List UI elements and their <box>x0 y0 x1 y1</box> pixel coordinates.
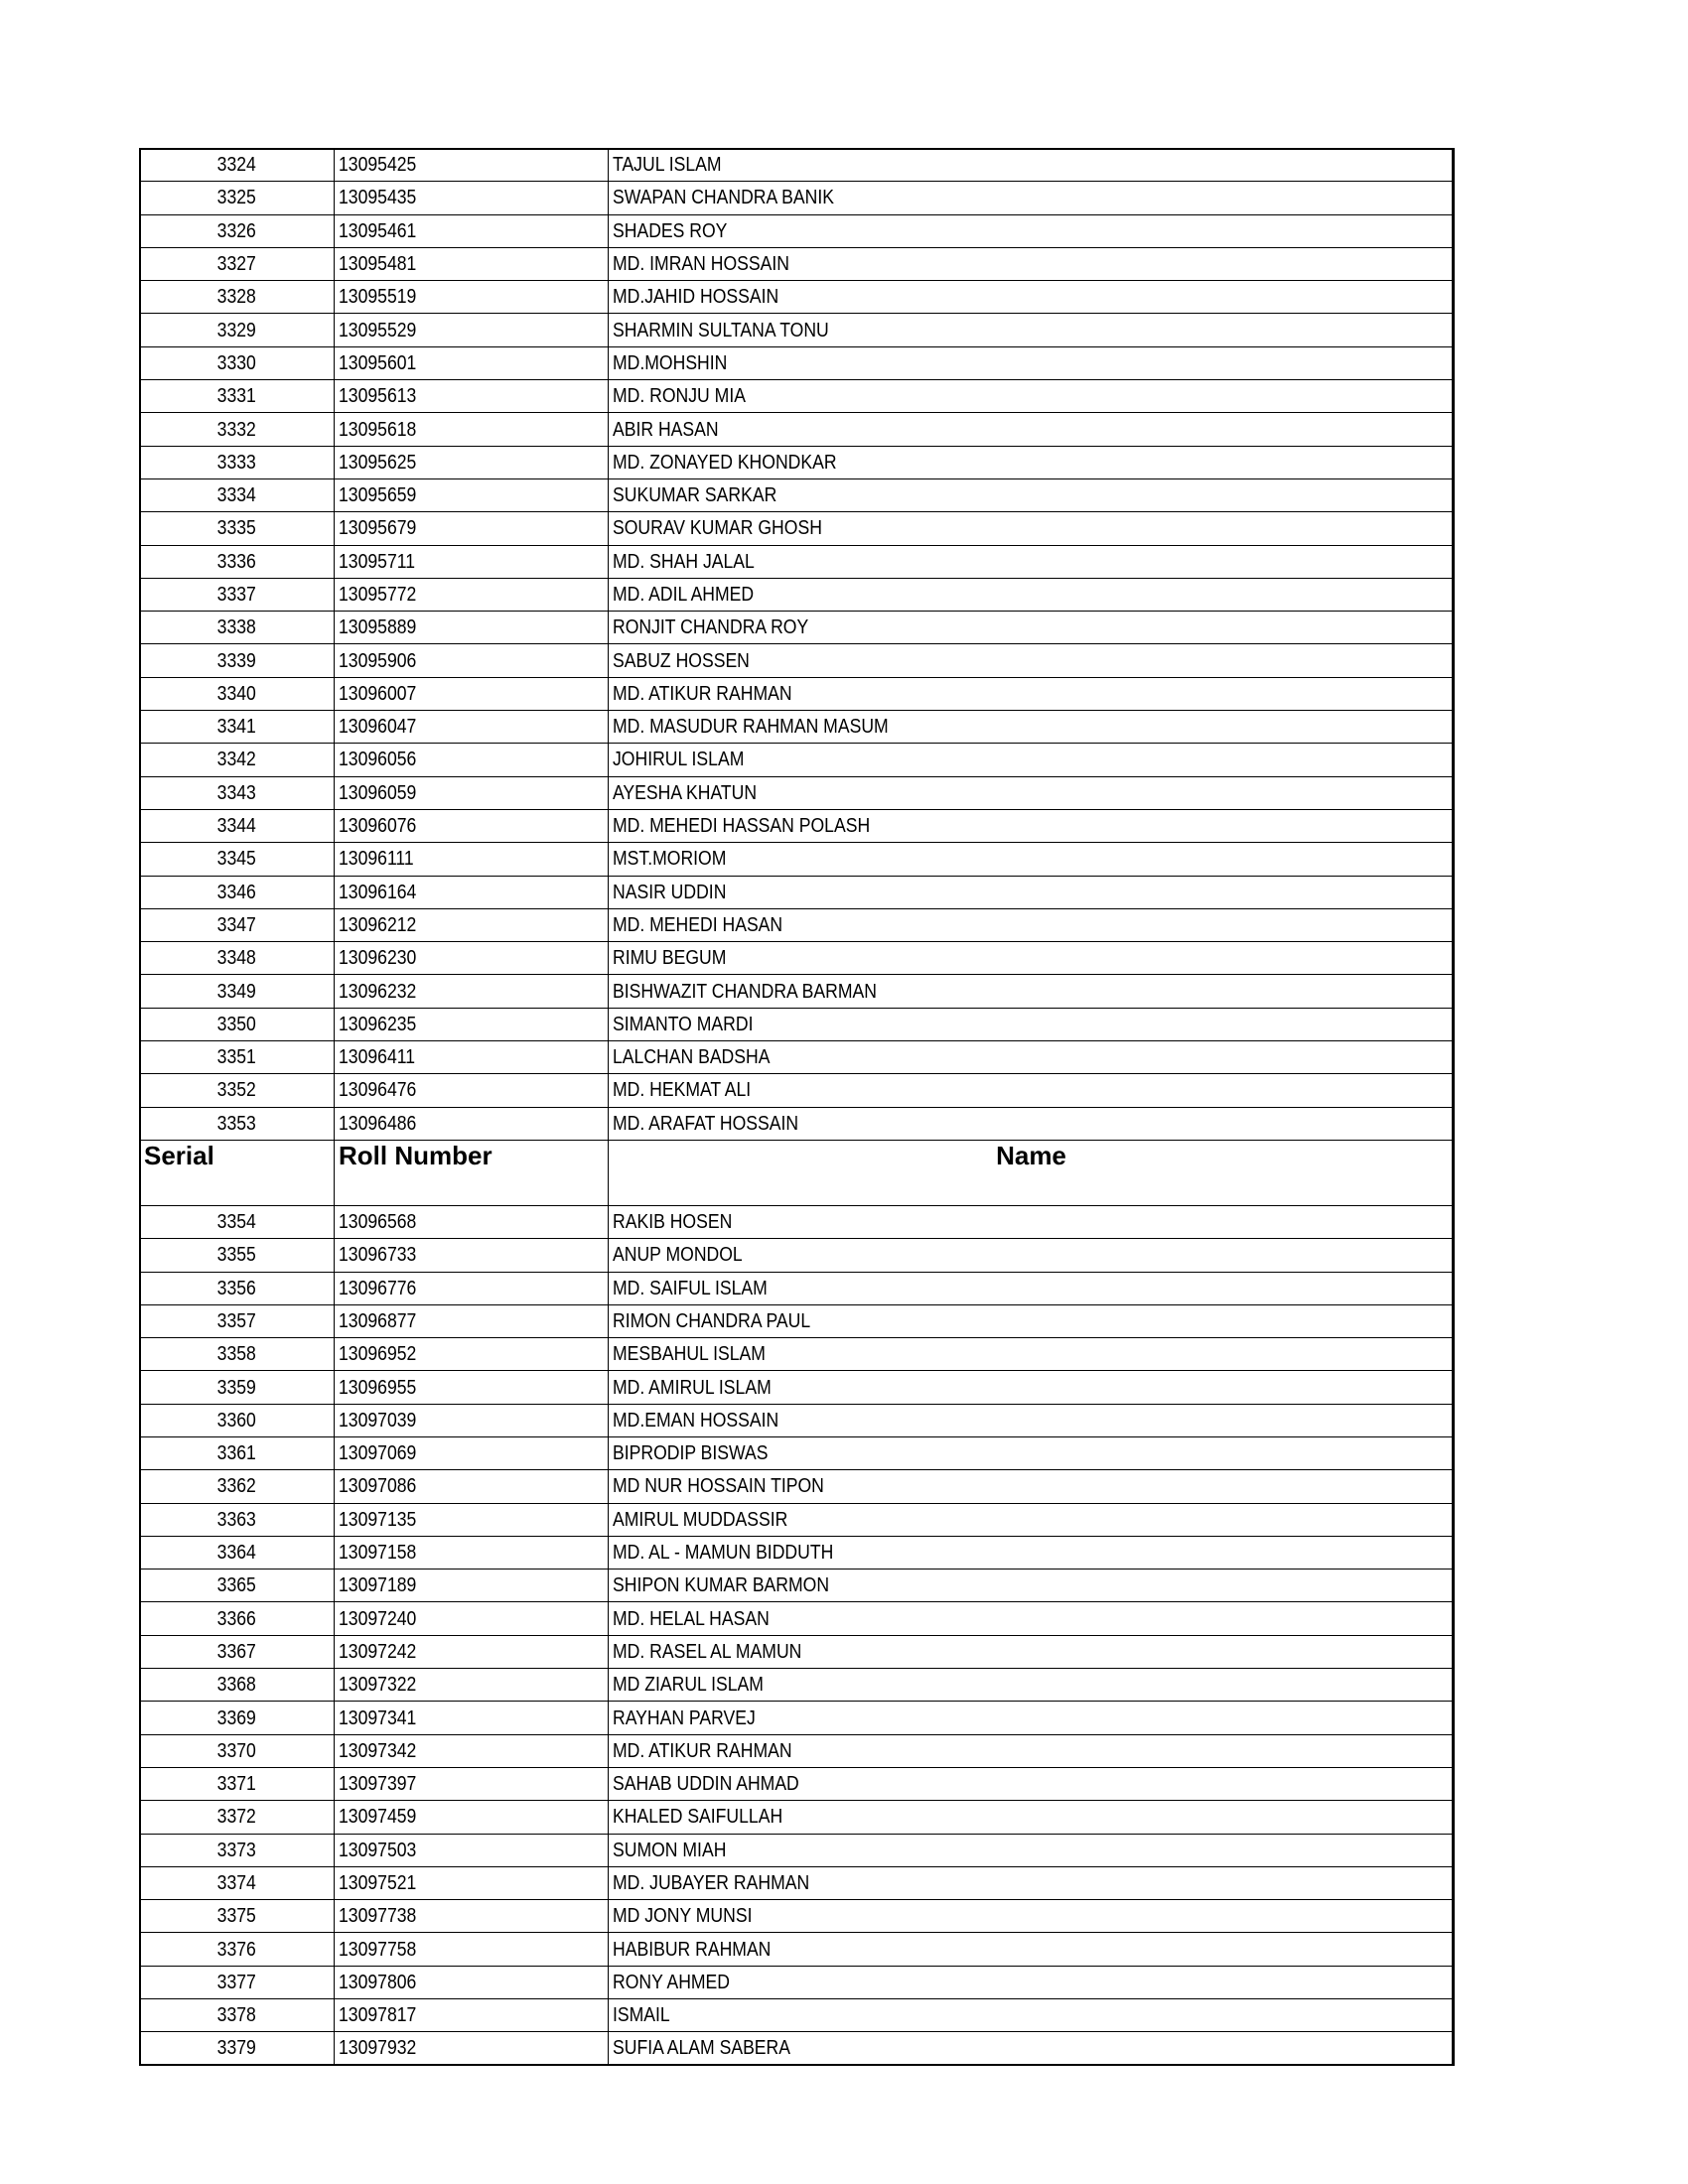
serial-cell: 3377 <box>140 1966 335 1998</box>
serial-cell: 3368 <box>140 1669 335 1702</box>
roll-number-cell: 13096955 <box>335 1371 609 1404</box>
table-row <box>140 711 1455 744</box>
name-cell: BIPRODIP BISWAS <box>609 1436 1455 1469</box>
roll-number-cell: 13095601 <box>335 346 609 379</box>
name-cell: BISHWAZIT CHANDRA BARMAN <box>609 975 1455 1008</box>
roll-number-cell: 13097086 <box>335 1470 609 1503</box>
rows-block-2 <box>140 1205 1455 2065</box>
serial-cell: 3374 <box>140 1866 335 1899</box>
name-cell: SUMON MIAH <box>609 1834 1455 1866</box>
serial-cell: 3339 <box>140 644 335 677</box>
table-row <box>140 1900 1455 1933</box>
serial-cell: 3366 <box>140 1602 335 1635</box>
name-cell: NASIR UDDIN <box>609 876 1455 908</box>
roll-number-cell: 13095659 <box>335 478 609 511</box>
table-row <box>140 677 1455 710</box>
rows-block-1 <box>140 149 1455 1141</box>
name-cell: MD. ATIKUR RAHMAN <box>609 1734 1455 1767</box>
name-cell: MD. JUBAYER RAHMAN <box>609 1866 1455 1899</box>
name-cell: SIMANTO MARDI <box>609 1008 1455 1040</box>
name-cell: RAKIB HOSEN <box>609 1205 1455 1238</box>
table-row <box>140 744 1455 776</box>
table-row <box>140 182 1455 214</box>
table-row <box>140 281 1455 314</box>
roll-number-cell: 13096486 <box>335 1107 609 1140</box>
roll-number-cell: 13095481 <box>335 247 609 280</box>
serial-cell: 3330 <box>140 346 335 379</box>
serial-cell: 3371 <box>140 1767 335 1800</box>
roll-number-cell: 13097158 <box>335 1536 609 1569</box>
name-cell: MD. RONJU MIA <box>609 380 1455 413</box>
name-cell: MESBAHUL ISLAM <box>609 1338 1455 1371</box>
roll-number-cell: 13096056 <box>335 744 609 776</box>
roll-number-cell: 13095425 <box>335 149 609 182</box>
roll-number-cell: 13097242 <box>335 1635 609 1668</box>
roll-number-cell: 13095711 <box>335 545 609 578</box>
roll-number-cell: 13096047 <box>335 711 609 744</box>
serial-cell: 3346 <box>140 876 335 908</box>
roll-number-cell: 13097322 <box>335 1669 609 1702</box>
name-cell: MD.EMAN HOSSAIN <box>609 1404 1455 1436</box>
name-cell: SUFIA ALAM SABERA <box>609 2032 1455 2065</box>
table-row <box>140 1371 1455 1404</box>
name-cell: MD. RASEL AL MAMUN <box>609 1635 1455 1668</box>
serial-cell: 3349 <box>140 975 335 1008</box>
table-row <box>140 512 1455 545</box>
name-cell: SAHAB UDDIN AHMAD <box>609 1767 1455 1800</box>
name-cell: MD ZIARUL ISLAM <box>609 1669 1455 1702</box>
roll-number-cell: 13097189 <box>335 1570 609 1602</box>
name-cell: RIMU BEGUM <box>609 942 1455 975</box>
serial-cell: 3334 <box>140 478 335 511</box>
name-cell: RONY AHMED <box>609 1966 1455 1998</box>
name-cell: MD. MEHEDI HASSAN POLASH <box>609 809 1455 842</box>
roll-number-cell: 13095906 <box>335 644 609 677</box>
table-row <box>140 1304 1455 1337</box>
name-cell: SHARMIN SULTANA TONU <box>609 314 1455 346</box>
table-row <box>140 1107 1455 1140</box>
serial-cell: 3344 <box>140 809 335 842</box>
roll-number-cell: 13097758 <box>335 1933 609 1966</box>
name-cell: MD. IMRAN HOSSAIN <box>609 247 1455 280</box>
serial-cell: 3345 <box>140 843 335 876</box>
roll-number-cell: 13096164 <box>335 876 609 908</box>
name-cell: MD. SHAH JALAL <box>609 545 1455 578</box>
serial-cell: 3369 <box>140 1702 335 1734</box>
serial-cell: 3357 <box>140 1304 335 1337</box>
serial-cell: 3348 <box>140 942 335 975</box>
table-row <box>140 149 1455 182</box>
name-cell: MD. MEHEDI HASAN <box>609 908 1455 941</box>
serial-cell: 3333 <box>140 446 335 478</box>
table-row <box>140 346 1455 379</box>
table-row <box>140 1801 1455 1834</box>
name-cell: MD. ZONAYED KHONDKAR <box>609 446 1455 478</box>
serial-cell: 3338 <box>140 612 335 644</box>
table-row <box>140 545 1455 578</box>
name-cell: MD. HELAL HASAN <box>609 1602 1455 1635</box>
serial-cell: 3364 <box>140 1536 335 1569</box>
roll-number-cell: 13096076 <box>335 809 609 842</box>
serial-cell: 3362 <box>140 1470 335 1503</box>
name-cell: MD NUR HOSSAIN TIPON <box>609 1470 1455 1503</box>
roll-number-cell: 13097738 <box>335 1900 609 1933</box>
name-cell: SABUZ HOSSEN <box>609 644 1455 677</box>
table-row <box>140 1404 1455 1436</box>
table-row <box>140 1436 1455 1469</box>
serial-cell: 3324 <box>140 149 335 182</box>
serial-cell: 3358 <box>140 1338 335 1371</box>
name-cell: ANUP MONDOL <box>609 1239 1455 1272</box>
name-cell: MD.JAHID HOSSAIN <box>609 281 1455 314</box>
serial-cell: 3361 <box>140 1436 335 1469</box>
roll-number-cell: 13097806 <box>335 1966 609 1998</box>
serial-cell: 3325 <box>140 182 335 214</box>
name-cell: MD. MASUDUR RAHMAN MASUM <box>609 711 1455 744</box>
name-cell: ABIR HASAN <box>609 413 1455 446</box>
roll-number-cell: 13097341 <box>335 1702 609 1734</box>
name-cell: KHALED SAIFULLAH <box>609 1801 1455 1834</box>
table-row <box>140 942 1455 975</box>
serial-cell: 3365 <box>140 1570 335 1602</box>
table-row <box>140 1008 1455 1040</box>
name-cell: JOHIRUL ISLAM <box>609 744 1455 776</box>
roll-number-cell: 13097503 <box>335 1834 609 1866</box>
name-cell: AMIRUL MUDDASSIR <box>609 1503 1455 1536</box>
serial-cell: 3328 <box>140 281 335 314</box>
table-row <box>140 1602 1455 1635</box>
column-header-row <box>140 1140 1455 1205</box>
name-cell: LALCHAN BADSHA <box>609 1041 1455 1074</box>
serial-cell: 3342 <box>140 744 335 776</box>
roll-number-cell: 13096230 <box>335 942 609 975</box>
roll-number-cell: 13096733 <box>335 1239 609 1272</box>
header-serial: Serial <box>140 1140 335 1205</box>
table-row <box>140 314 1455 346</box>
table-row <box>140 380 1455 413</box>
name-cell: MD. ATIKUR RAHMAN <box>609 677 1455 710</box>
serial-cell: 3378 <box>140 1999 335 2032</box>
name-cell: AYESHA KHATUN <box>609 776 1455 809</box>
name-cell: SOURAV KUMAR GHOSH <box>609 512 1455 545</box>
header-name: Name <box>609 1140 1455 1205</box>
name-cell: MD. AL - MAMUN BIDDUTH <box>609 1536 1455 1569</box>
name-cell: MD JONY MUNSI <box>609 1900 1455 1933</box>
roll-number-cell: 13095889 <box>335 612 609 644</box>
table-row <box>140 478 1455 511</box>
roll-number-cell: 13095618 <box>335 413 609 446</box>
roll-number-cell: 13096776 <box>335 1272 609 1304</box>
name-cell: MD. HEKMAT ALI <box>609 1074 1455 1107</box>
table-row <box>140 1205 1455 1238</box>
roll-number-cell: 13097397 <box>335 1767 609 1800</box>
roll-number-cell: 13097135 <box>335 1503 609 1536</box>
table-row <box>140 1239 1455 1272</box>
table-row <box>140 2032 1455 2065</box>
roll-number-cell: 13096568 <box>335 1205 609 1238</box>
roll-number-cell: 13096111 <box>335 843 609 876</box>
table-row <box>140 214 1455 247</box>
table-row <box>140 809 1455 842</box>
table-row <box>140 1702 1455 1734</box>
header-roll-number: Roll Number <box>335 1140 609 1205</box>
roll-number-cell: 13095529 <box>335 314 609 346</box>
name-cell: MST.MORIOM <box>609 843 1455 876</box>
table-row <box>140 1470 1455 1503</box>
serial-cell: 3372 <box>140 1801 335 1834</box>
roll-number-cell: 13097817 <box>335 1999 609 2032</box>
table-row <box>140 1074 1455 1107</box>
roll-number-cell: 13097521 <box>335 1866 609 1899</box>
results-table <box>139 148 1455 2066</box>
serial-cell: 3329 <box>140 314 335 346</box>
serial-cell: 3326 <box>140 214 335 247</box>
table-row <box>140 413 1455 446</box>
serial-cell: 3352 <box>140 1074 335 1107</box>
table-row <box>140 1338 1455 1371</box>
roll-number-cell: 13096411 <box>335 1041 609 1074</box>
roll-number-cell: 13095772 <box>335 578 609 611</box>
serial-cell: 3375 <box>140 1900 335 1933</box>
table-row <box>140 1966 1455 1998</box>
roll-number-cell: 13096476 <box>335 1074 609 1107</box>
roll-number-cell: 13096952 <box>335 1338 609 1371</box>
serial-cell: 3360 <box>140 1404 335 1436</box>
name-cell: MD. ARAFAT HOSSAIN <box>609 1107 1455 1140</box>
roll-number-cell: 13097932 <box>335 2032 609 2065</box>
name-cell: RIMON CHANDRA PAUL <box>609 1304 1455 1337</box>
serial-cell: 3354 <box>140 1205 335 1238</box>
name-cell: SHADES ROY <box>609 214 1455 247</box>
roll-number-cell: 13095461 <box>335 214 609 247</box>
serial-cell: 3337 <box>140 578 335 611</box>
table-row <box>140 247 1455 280</box>
table-row <box>140 843 1455 876</box>
table-row <box>140 1734 1455 1767</box>
serial-cell: 3355 <box>140 1239 335 1272</box>
serial-cell: 3373 <box>140 1834 335 1866</box>
name-cell: RAYHAN PARVEJ <box>609 1702 1455 1734</box>
serial-cell: 3363 <box>140 1503 335 1536</box>
roll-number-cell: 13096212 <box>335 908 609 941</box>
table-row <box>140 1669 1455 1702</box>
table-row <box>140 1503 1455 1536</box>
table-row <box>140 1272 1455 1304</box>
name-cell: MD. ADIL AHMED <box>609 578 1455 611</box>
name-cell: SWAPAN CHANDRA BANIK <box>609 182 1455 214</box>
table-row <box>140 612 1455 644</box>
serial-cell: 3341 <box>140 711 335 744</box>
serial-cell: 3332 <box>140 413 335 446</box>
name-cell: ISMAIL <box>609 1999 1455 2032</box>
serial-cell: 3331 <box>140 380 335 413</box>
table-row <box>140 644 1455 677</box>
roll-number-cell: 13096877 <box>335 1304 609 1337</box>
roll-number-cell: 13097459 <box>335 1801 609 1834</box>
name-cell: SHIPON KUMAR BARMON <box>609 1570 1455 1602</box>
table-row <box>140 446 1455 478</box>
roll-number-cell: 13097039 <box>335 1404 609 1436</box>
table-row <box>140 1999 1455 2032</box>
roll-number-cell: 13097240 <box>335 1602 609 1635</box>
name-cell: HABIBUR RAHMAN <box>609 1933 1455 1966</box>
serial-cell: 3350 <box>140 1008 335 1040</box>
name-cell: TAJUL ISLAM <box>609 149 1455 182</box>
roll-number-cell: 13096235 <box>335 1008 609 1040</box>
serial-cell: 3356 <box>140 1272 335 1304</box>
table-row <box>140 776 1455 809</box>
roll-number-cell: 13095679 <box>335 512 609 545</box>
serial-cell: 3335 <box>140 512 335 545</box>
table-row <box>140 975 1455 1008</box>
table-row <box>140 578 1455 611</box>
results-sheet <box>139 148 1454 2066</box>
serial-cell: 3347 <box>140 908 335 941</box>
table-row <box>140 908 1455 941</box>
serial-cell: 3359 <box>140 1371 335 1404</box>
roll-number-cell: 13096059 <box>335 776 609 809</box>
name-cell: MD. SAIFUL ISLAM <box>609 1272 1455 1304</box>
serial-cell: 3367 <box>140 1635 335 1668</box>
table-row <box>140 1767 1455 1800</box>
table-row <box>140 1536 1455 1569</box>
roll-number-cell: 13096007 <box>335 677 609 710</box>
serial-cell: 3370 <box>140 1734 335 1767</box>
serial-cell: 3379 <box>140 2032 335 2065</box>
table-row <box>140 1866 1455 1899</box>
serial-cell: 3327 <box>140 247 335 280</box>
table-row <box>140 1933 1455 1966</box>
table-row <box>140 1834 1455 1866</box>
roll-number-cell: 13096232 <box>335 975 609 1008</box>
roll-number-cell: 13097342 <box>335 1734 609 1767</box>
table-row <box>140 1635 1455 1668</box>
name-cell: RONJIT CHANDRA ROY <box>609 612 1455 644</box>
serial-cell: 3376 <box>140 1933 335 1966</box>
roll-number-cell: 13095519 <box>335 281 609 314</box>
roll-number-cell: 13095613 <box>335 380 609 413</box>
header-block <box>140 1140 1455 1205</box>
serial-cell: 3343 <box>140 776 335 809</box>
name-cell: MD. AMIRUL ISLAM <box>609 1371 1455 1404</box>
table-row <box>140 1041 1455 1074</box>
name-cell: SUKUMAR SARKAR <box>609 478 1455 511</box>
serial-cell: 3340 <box>140 677 335 710</box>
roll-number-cell: 13097069 <box>335 1436 609 1469</box>
name-cell: MD.MOHSHIN <box>609 346 1455 379</box>
serial-cell: 3351 <box>140 1041 335 1074</box>
roll-number-cell: 13095435 <box>335 182 609 214</box>
serial-cell: 3336 <box>140 545 335 578</box>
table-row <box>140 1570 1455 1602</box>
serial-cell: 3353 <box>140 1107 335 1140</box>
roll-number-cell: 13095625 <box>335 446 609 478</box>
table-row <box>140 876 1455 908</box>
